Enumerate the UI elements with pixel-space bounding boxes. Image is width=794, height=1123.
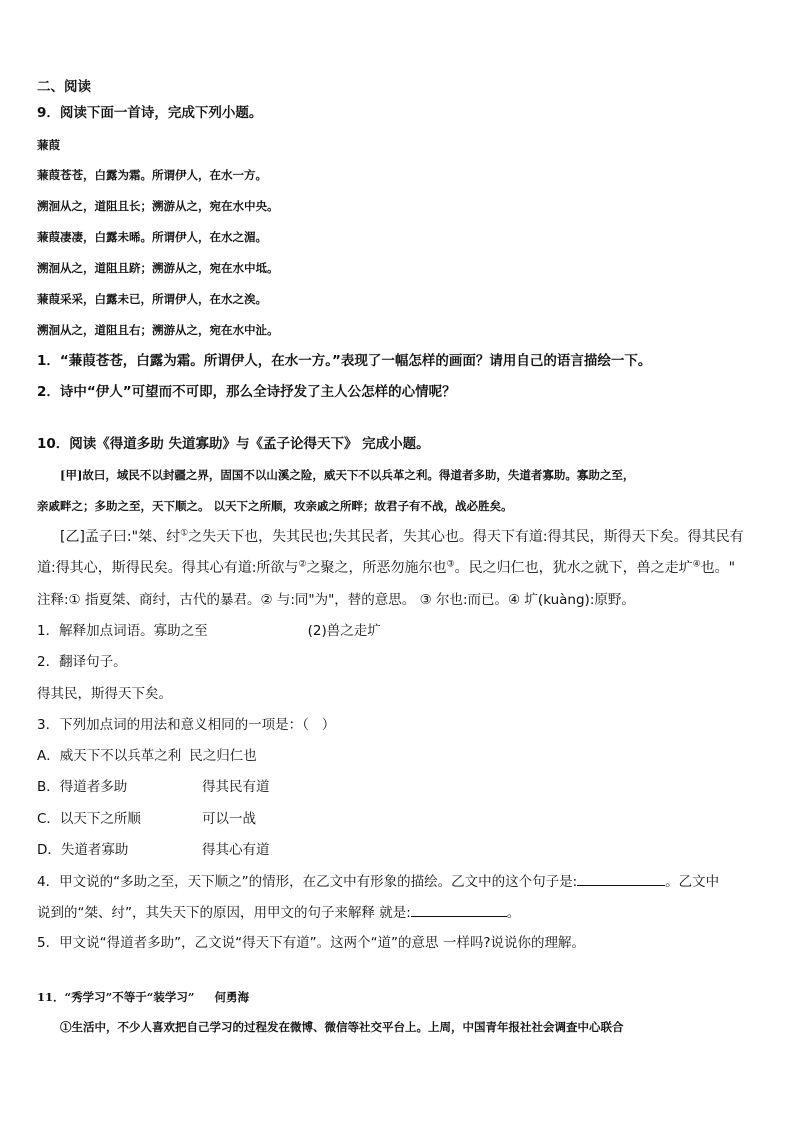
q10-sub4-line1: 4．甲文说的“多助之至，天下顺之”的情形，在乙文中有形象的描绘。乙文中的这个句子是: 。乙文中 [37,874,720,890]
poem-line: 溯洄从之，道阻且跻；溯游从之，宛在水中坻。 [37,261,279,275]
q11-heading: 11．“秀学习”不等于“装学习” 何勇海 [37,990,249,1004]
answer-blank-2[interactable] [411,903,507,917]
q9-prompt: 9．阅读下面一首诗，完成下列小题。 [37,105,263,121]
answer-blank-1[interactable] [577,872,665,886]
poem-line: 蒹葭凄凄，白露未晞。所谓伊人，在水之湄。 [37,230,267,244]
poem-line: 溯洄从之，道阻且长；溯游从之，宛在水中央。 [37,199,279,213]
q10-sub3: 3．下列加点词的用法和意义相同的一项是：（ ） [37,717,336,733]
poem-line: 蒹葭苍苍，白露为霜。所谓伊人，在水一方。 [37,168,267,182]
option-a: A．威天下不以兵革之利 民之归仁也 [37,748,257,764]
q10-sub5: 5．甲文说“得道者多助”，乙文说“得天下有道”。这两个“道”的意思 一样吗?说说你的理解。 [37,935,586,951]
section-heading: 二、阅读 [37,79,91,95]
q10-sub2-sentence: 得其民，斯得天下矣。 [37,686,172,702]
passage-yi-line2: 道:得其心，斯得民矣。得其心有道:所欲与②之聚之，所恶勿施尔也③。民之归仁也，犹水之就下，兽之走圹④也。" [37,559,736,576]
q10-sub2: 2．翻译句子。 [37,654,127,670]
q10-sub4-line2: 说到的“桀、纣”，其失天下的原因，用甲文的句子来解释 就是: 。 [37,905,521,921]
option-b: B．得道者多助 得其民有道 [37,779,270,795]
footnotes: 注释:① 指夏桀、商纣，古代的暴君。② 与:同"为"，替的意思。 ③ 尔也:而已。④ 圹(kuàng):原野。 [37,592,635,608]
option-d: D．失道者寡助 得其心有道 [37,842,270,858]
poem-title: 蒹葭 [37,138,60,152]
q9-sub2: 2．诗中“伊人”可望而不可即，那么全诗抒发了主人公怎样的心情呢？ [37,384,456,400]
poem-line: 蒹葭采采，白露未已，所谓伊人，在水之涘。 [37,292,267,306]
q11-para1: ①生活中，不少人喜欢把自己学习的过程发在微博、微信等社交平台上。上周，中国青年报社社会调查中心联合 [60,1020,624,1034]
passage-yi-line1: [乙]孟子曰:"桀、纣①之失天下也，失其民也;失其民者，失其心也。得天下有道:得其民，斯得天下矣。得其民有 [60,528,744,545]
option-c: C．以天下之所顺 可以一战 [37,811,256,827]
passage-jia-line2: 亲戚畔之；多助之至，天下顺之。 以天下之所顺，攻亲戚之所畔；故君子有不战，战必胜矣。 [37,499,513,513]
poem-line: 溯洄从之，道阻且右；溯游从之，宛在水中沚。 [37,323,279,337]
q10-sub1: 1．解释加点词语。寡助之至 (2)兽之走圹 [37,623,381,639]
passage-jia-line1: [甲]故曰，域民不以封疆之界，固国不以山溪之险，威天下不以兵革之利。得道者多助，失道者寡助。寡助之至， [60,468,635,482]
q9-sub1: 1．“蒹葭苍苍，白露为霜。所谓伊人，在水一方。”表现了一幅怎样的画面？请用自己的语言描绘一下。 [37,353,652,369]
q10-prompt: 10．阅读《得道多助 失道寡助》与《孟子论得天下》 完成小题。 [37,436,430,452]
